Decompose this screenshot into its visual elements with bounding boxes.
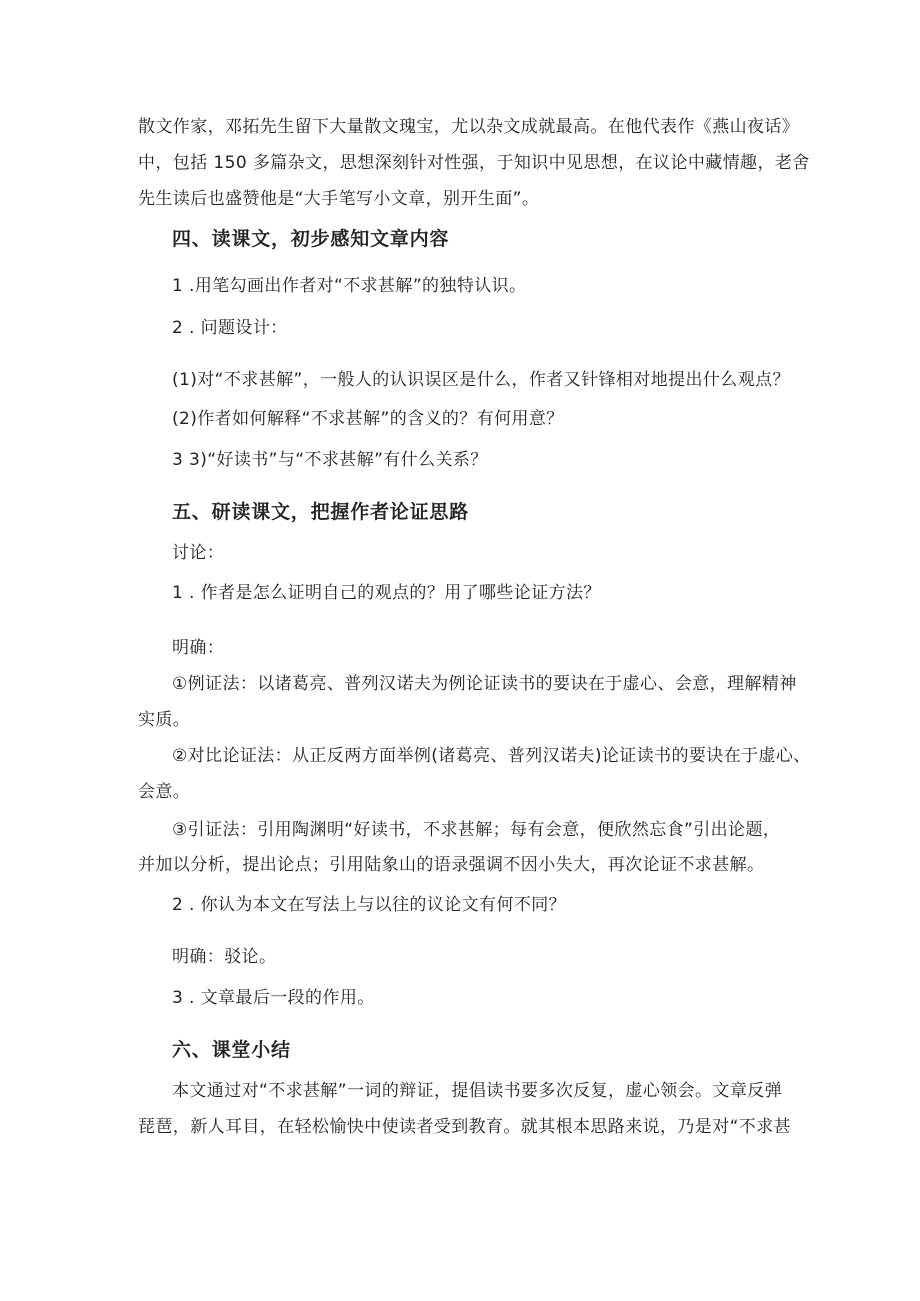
section-4-question-2: (2)作者如何解释“不求甚解”的含义的？有何用意？ (172, 409, 564, 429)
method-3-line-2: 并加以分析，提出论点；引用陆象山的语录强调不因小失大，再次论证不求甚解。 (138, 855, 765, 875)
intro-line-2: 中，包括 150 多篇杂文，思想深刻针对性强，于知识中见思想，在议论中藏情趣，老舍 (138, 153, 810, 173)
method-2-line-2: 会意。 (138, 782, 191, 802)
section-5-item-2: 2 . 你认为本文在写法上与以往的议论文有何不同？ (172, 895, 567, 915)
section-4-heading: 四、读课文，初步感知文章内容 (172, 228, 450, 250)
summary-line-2: 琵琶，新人耳目，在轻松愉快中使读者受到教育。就其根本思路来说，乃是对“不求甚 (138, 1117, 792, 1137)
section-5-discuss-label: 讨论： (172, 543, 225, 563)
section-6-heading: 六、课堂小结 (172, 1039, 291, 1061)
method-3-line-1: ③引证法：引用陶渊明“好读书，不求甚解；每有会意，便欣然忘食”引出论题， (172, 820, 781, 840)
summary-line-1: 本文通过对“不求甚解”一词的辩证，提倡读书要多次反复，虚心领会。文章反弹 (172, 1081, 783, 1101)
method-2-line-1: ②对比论证法：从正反两方面举例(诸葛亮、普列汉诺夫)论证读书的要诀在于虚心、 (172, 746, 811, 766)
intro-line-3: 先生读后也盛赞他是“大手笔写小文章，别开生面”。 (138, 189, 540, 209)
section-5-item-3: 3 . 文章最后一段的作用。 (172, 988, 375, 1008)
section-4-question-1: (1)对“不求甚解”，一般人的认识误区是什么，作者又针锋相对地提出什么观点？ (172, 370, 790, 390)
section-4-question-3: 3 3)“好读书”与“不求甚解”有什么关系？ (172, 450, 488, 470)
section-5-clarify-answer: 明确：驳论。 (172, 947, 277, 967)
section-5-heading: 五、研读课文，把握作者论证思路 (172, 501, 470, 523)
intro-line-1: 散文作家，邓拓先生留下大量散文瑰宝，尤以杂文成就最高。在他代表作《燕山夜话》 (138, 117, 800, 137)
section-4-item-2: 2 . 问题设计： (172, 318, 288, 338)
section-4-item-1: 1 .用笔勾画出作者对“不求甚解”的独特认识。 (172, 276, 527, 296)
section-5-clarify-label: 明确： (172, 638, 225, 658)
method-1-line-2: 实质。 (138, 710, 191, 730)
method-1-line-1: ①例证法：以诸葛亮、普列汉诺夫为例论证读书的要诀在于虚心、会意，理解精神 (172, 674, 797, 694)
section-5-item-1: 1 . 作者是怎么证明自己的观点的？用了哪些论证方法？ (172, 583, 601, 603)
